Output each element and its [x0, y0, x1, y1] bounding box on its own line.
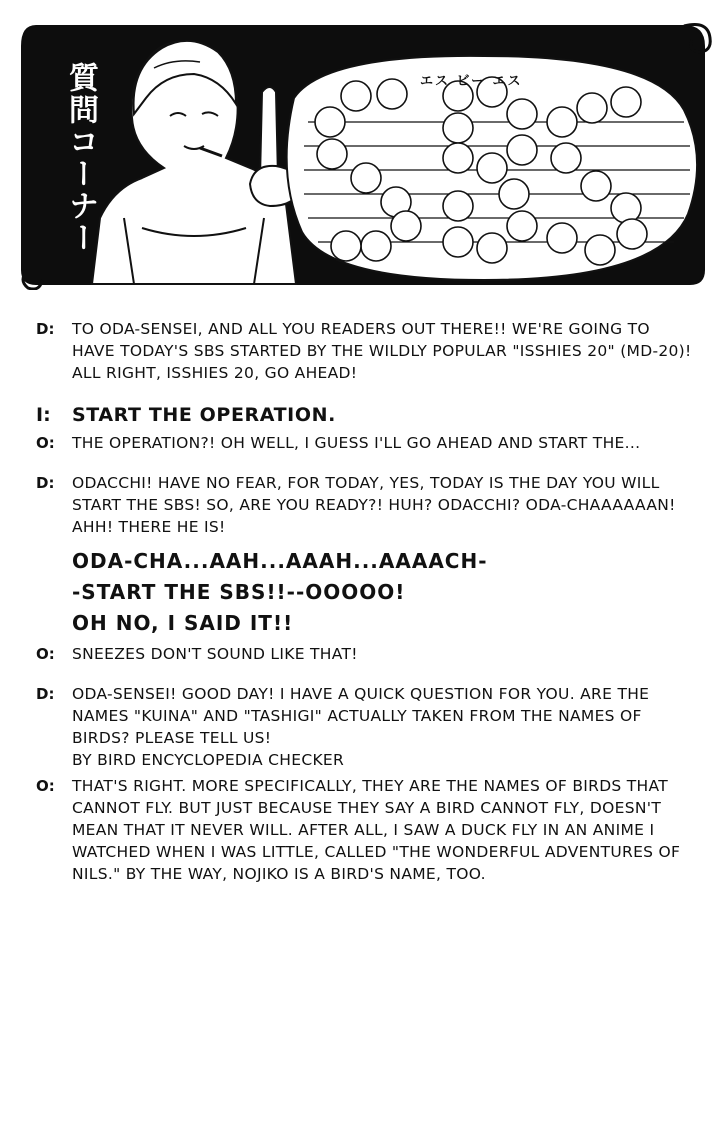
entry-text: TO ODA-SENSEI, AND ALL YOU READERS OUT THERE!! WE'RE GOING TO HAVE TODAY'S SBS STARTED BY THE WILDLY POPULAR "ISSHIES 20" (MD-20)! ALL RIGHT, ISSHIES 20, GO AHEAD!: [72, 320, 692, 382]
entry-oda-2: [36, 643, 696, 665]
speaker-label: D:: [36, 474, 55, 492]
entry-text: SNEEZES DON'T SOUND LIKE THAT!: [72, 645, 358, 663]
entry-oda-1: [36, 432, 696, 454]
shout-line: OH NO, I SAID IT!!: [72, 611, 294, 635]
entry-reader-1: [36, 318, 696, 384]
speaker-label: D:: [36, 685, 55, 703]
entry-reader-3: [36, 683, 696, 771]
entry-text: THAT'S RIGHT. MORE SPECIFICALLY, THEY ARE THE NAMES OF BIRDS THAT CANNOT FLY. BUT JUST BECAUSE THEY SAY A BIRD CANNOT FLY, DOESN'T MEAN THAT IT NEVER WILL. AFTER ALL, I SAW A DUCK FLY IN AN ANIME I WATCHED WHEN I WAS LITTLE, CALLED "THE WONDERFUL ADVENTURES OF NILS." BY THE WAY, NOJIKO IS A BIRD'S NAME, TOO.: [72, 777, 681, 883]
sbs-header-panel: [14, 18, 714, 290]
reader-signature: BY BIRD ENCYCLOPEDIA CHECKER: [72, 751, 345, 769]
shout-line: -START THE SBS!!--OOOOO!: [72, 580, 406, 604]
speaker-label: O:: [36, 777, 55, 795]
entry-text: START THE OPERATION.: [72, 404, 336, 426]
entry-oda-3: [36, 775, 696, 885]
speaker-label: I:: [36, 404, 51, 426]
board-label: エス ビー エス: [420, 74, 523, 89]
speaker-label: O:: [36, 645, 55, 663]
entry-text: ODACCHI! HAVE NO FEAR, FOR TODAY, YES, TODAY IS THE DAY YOU WILL START THE SBS! SO, ARE YOU READY?! HUH? ODACCHI? ODA-CHAAAAAAN! AHH! THERE HE IS!: [72, 474, 676, 536]
entry-body: [72, 683, 696, 771]
orange-board: [287, 56, 697, 280]
corner-title: 質問コーナー: [63, 62, 98, 254]
header-illustration: [14, 18, 714, 290]
entry-reader-2: [36, 472, 696, 538]
shout-line: ODA-CHA...AAH...AAAH...AAAACH-: [72, 549, 488, 573]
transcript: [36, 318, 696, 885]
speaker-label: O:: [36, 434, 55, 452]
speaker-label: D:: [36, 320, 55, 338]
entry-text: THE OPERATION?! OH WELL, I GUESS I'LL GO AHEAD AND START THE...: [72, 434, 641, 452]
entry-text: ODA-SENSEI! GOOD DAY! I HAVE A QUICK QUESTION FOR YOU. ARE THE NAMES "KUINA" AND "TASHIGI" ACTUALLY TAKEN FROM THE NAMES OF BIRDS? PLEASE TELL US!: [72, 685, 650, 747]
sneeze-shout: [72, 546, 696, 639]
entry-isshies: [36, 402, 696, 428]
